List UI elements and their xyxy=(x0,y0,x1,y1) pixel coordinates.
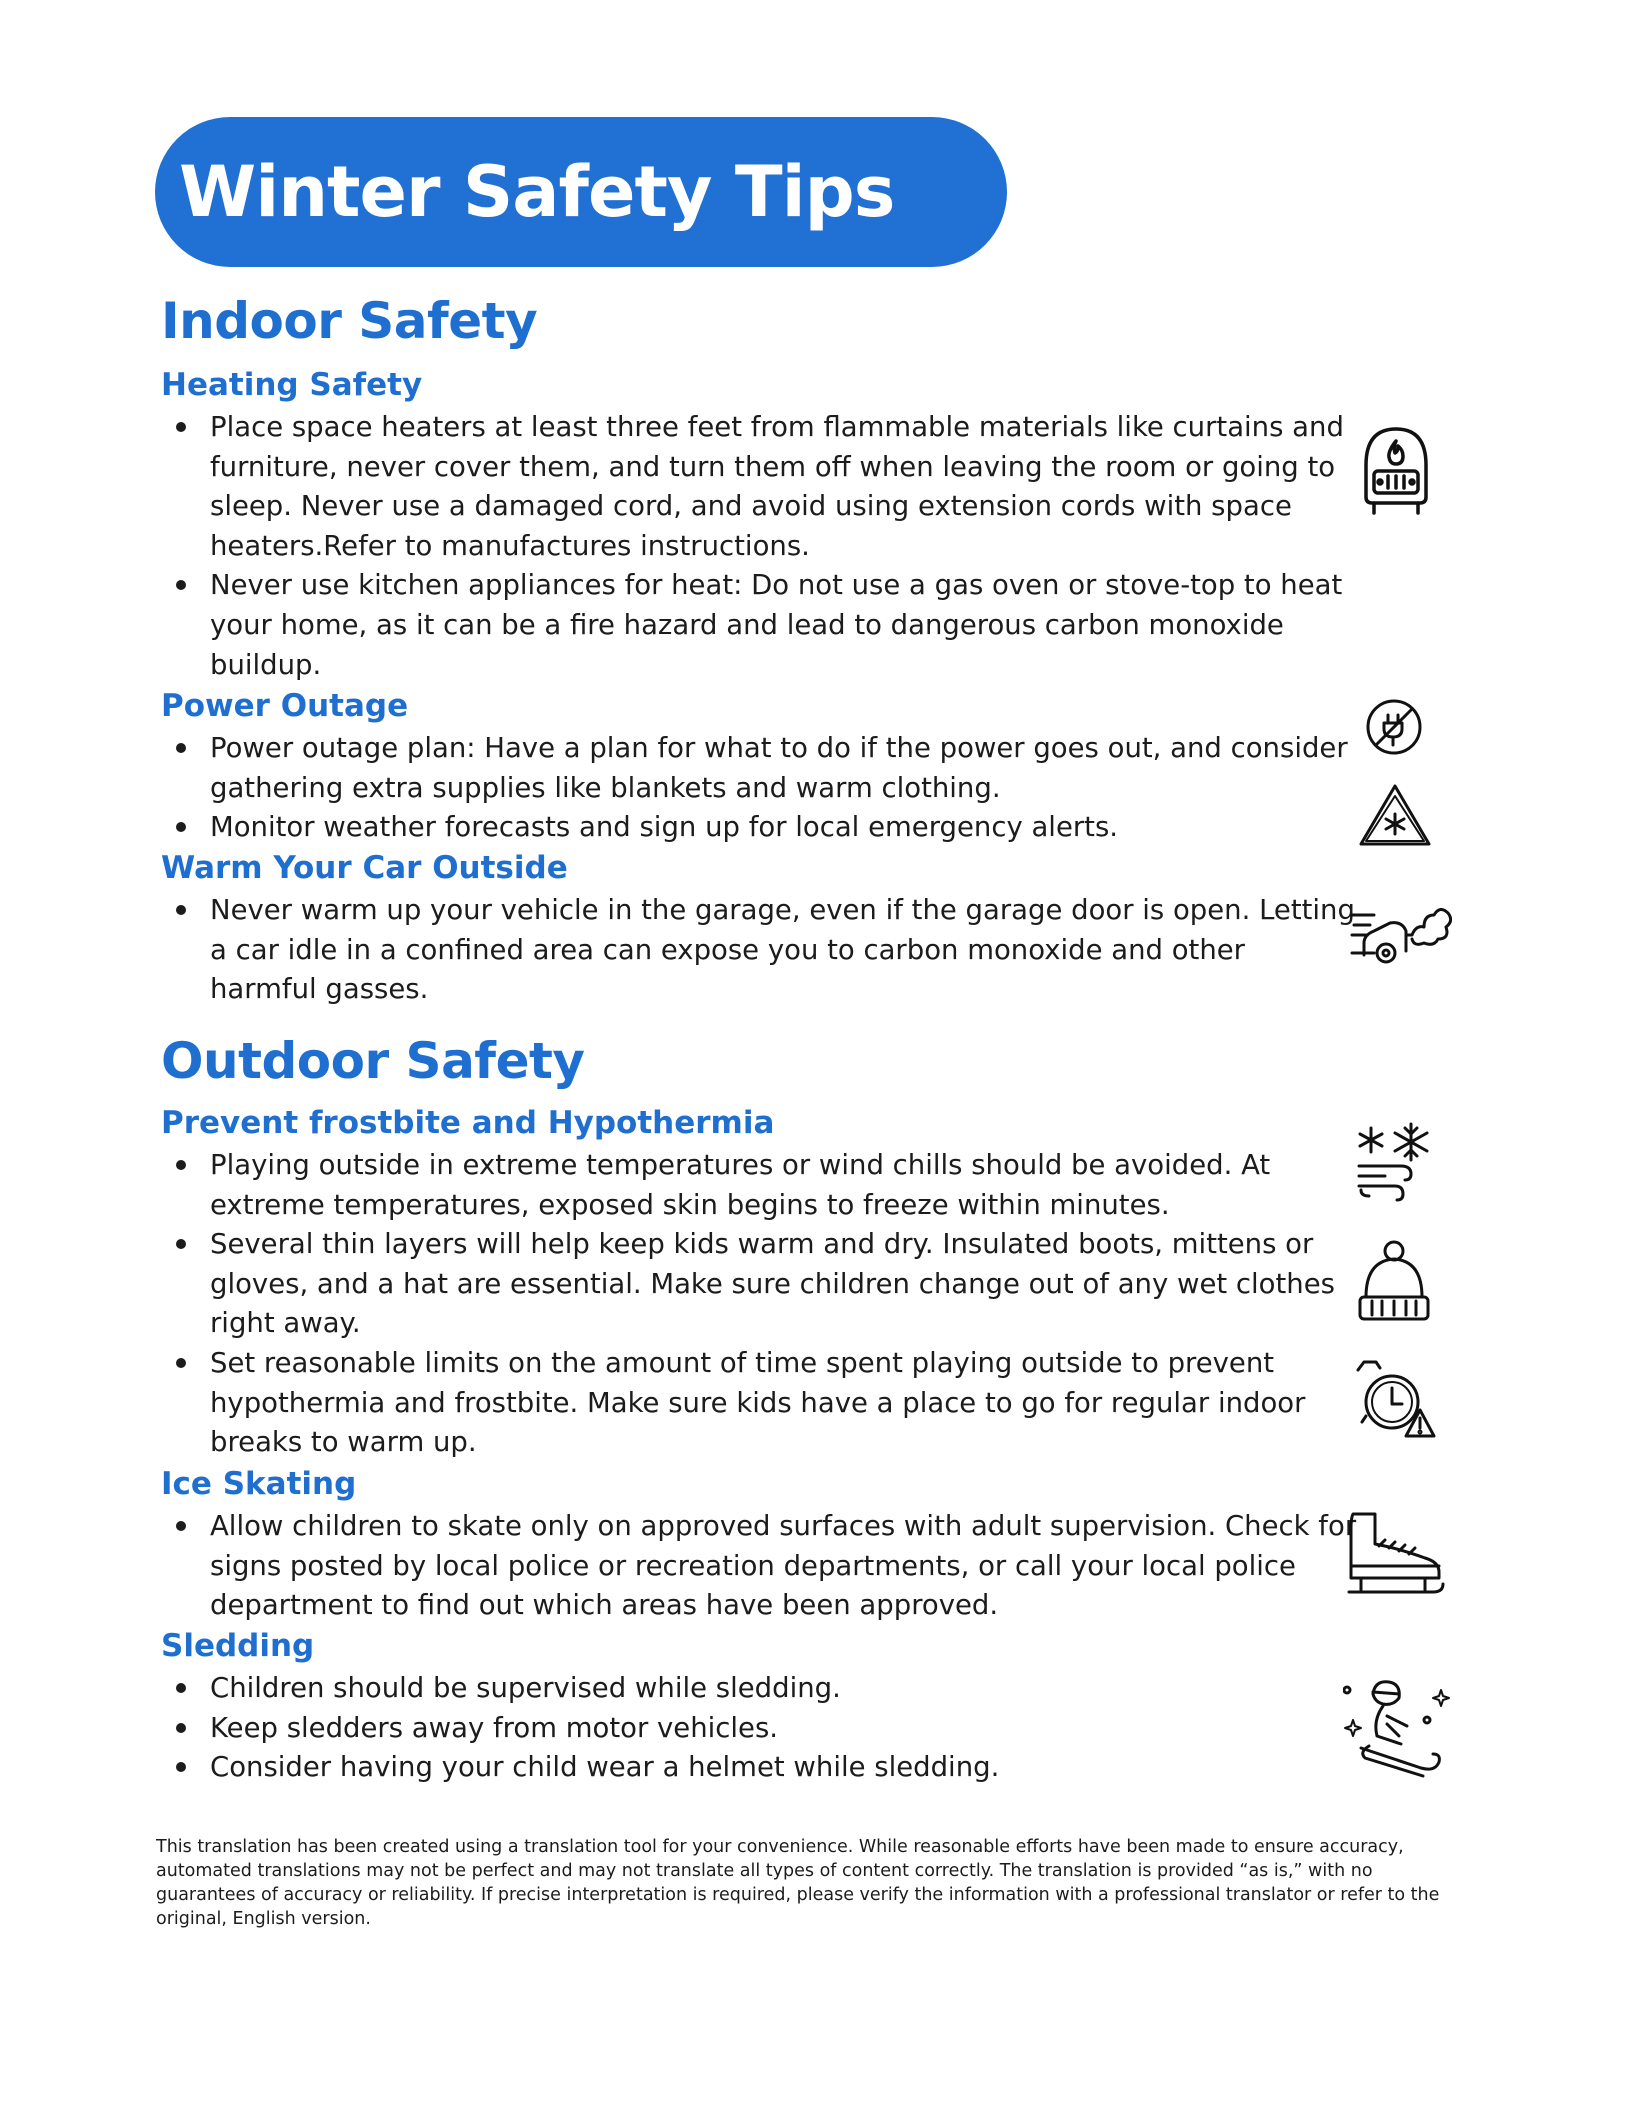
list-item: Never use kitchen appliances for heat: Do not use a gas oven or stove-top to heat your home, as it can be a fire hazard and lead to dangerous carbon monoxide buildup. xyxy=(170,566,1360,685)
heating-safety-heading: Heating Safety xyxy=(161,367,423,403)
snow-warning-icon xyxy=(1358,782,1432,848)
list-item: Allow children to skate only on approved surfaces with adult supervision. Check for signs posted by local police or recreation departments, or call your local police department to find out which areas have been approved. xyxy=(170,1507,1360,1626)
list-item: Set reasonable limits on the amount of time spent playing outside to prevent hypothermia and frostbite. Make sure kids have a place to go for regular indoor breaks to warm up. xyxy=(170,1344,1360,1463)
sledding-icon xyxy=(1343,1676,1451,1780)
ice-skating-heading: Ice Skating xyxy=(161,1466,357,1502)
no-power-icon xyxy=(1364,697,1424,757)
ice-skating-list xyxy=(170,1507,1360,1626)
outdoor-safety-heading: Outdoor Safety xyxy=(161,1032,585,1090)
list-item: Power outage plan: Have a plan for what to do if the power goes out, and consider gathering extra supplies like blankets and warm clothing. xyxy=(170,729,1360,808)
translation-disclaimer: This translation has been created using a translation tool for your convenience. While reasonable efforts have been made to ensure accuracy, automated translations may not be perfect and may not translate all types of content correctly. The translation is provided “as is,” with no guarantees of accuracy or reliability. If precise interpretation is required, please verify the information with a professional translator or refer to the original, English version. xyxy=(156,1837,1440,1929)
list-item: Playing outside in extreme temperatures or wind chills should be avoided. At extreme temperatures, exposed skin begins to freeze within minutes. xyxy=(170,1146,1360,1225)
power-outage-heading: Power Outage xyxy=(161,688,409,724)
warm-car-outside-heading: Warm Your Car Outside xyxy=(161,850,568,886)
heating-safety-list xyxy=(170,408,1360,685)
warm-car-list xyxy=(170,891,1360,1010)
sledding-list xyxy=(170,1669,1360,1788)
wind-snow-icon xyxy=(1355,1122,1437,1204)
frostbite-heading: Prevent frostbite and Hypothermia xyxy=(161,1105,775,1141)
list-item: Children should be supervised while sledding. xyxy=(170,1669,1360,1709)
winter-hat-icon xyxy=(1356,1239,1432,1325)
list-item: Monitor weather forecasts and sign up for local emergency alerts. xyxy=(170,808,1360,848)
timer-warning-icon xyxy=(1354,1358,1436,1442)
ice-skate-icon xyxy=(1345,1510,1447,1600)
list-item: Consider having your child wear a helmet while sledding. xyxy=(170,1748,1360,1788)
car-exhaust-icon xyxy=(1350,895,1452,967)
list-item: Keep sledders away from motor vehicles. xyxy=(170,1709,1360,1749)
frostbite-list xyxy=(170,1146,1360,1463)
list-item: Place space heaters at least three feet from flammable materials like curtains and furniture, never cover them, and turn them off when leaving the room or going to sleep. Never use a damaged cord, and avoid using extension cords with space heaters.Refer to manufactures instructions. xyxy=(170,408,1360,566)
power-outage-list xyxy=(170,729,1360,848)
sledding-heading: Sledding xyxy=(161,1628,315,1664)
list-item: Never warm up your vehicle in the garage, even if the garage door is open. Letting a car idle in a confined area can expose you to carbon monoxide and other harmful gasses. xyxy=(170,891,1360,1010)
list-item: Several thin layers will help keep kids warm and dry. Insulated boots, mittens or gloves, and a hat are essential. Make sure children change out of any wet clothes right away. xyxy=(170,1225,1360,1344)
indoor-safety-heading: Indoor Safety xyxy=(161,292,538,350)
space-heater-icon xyxy=(1358,425,1434,519)
page-title: Winter Safety Tips xyxy=(155,117,1007,267)
